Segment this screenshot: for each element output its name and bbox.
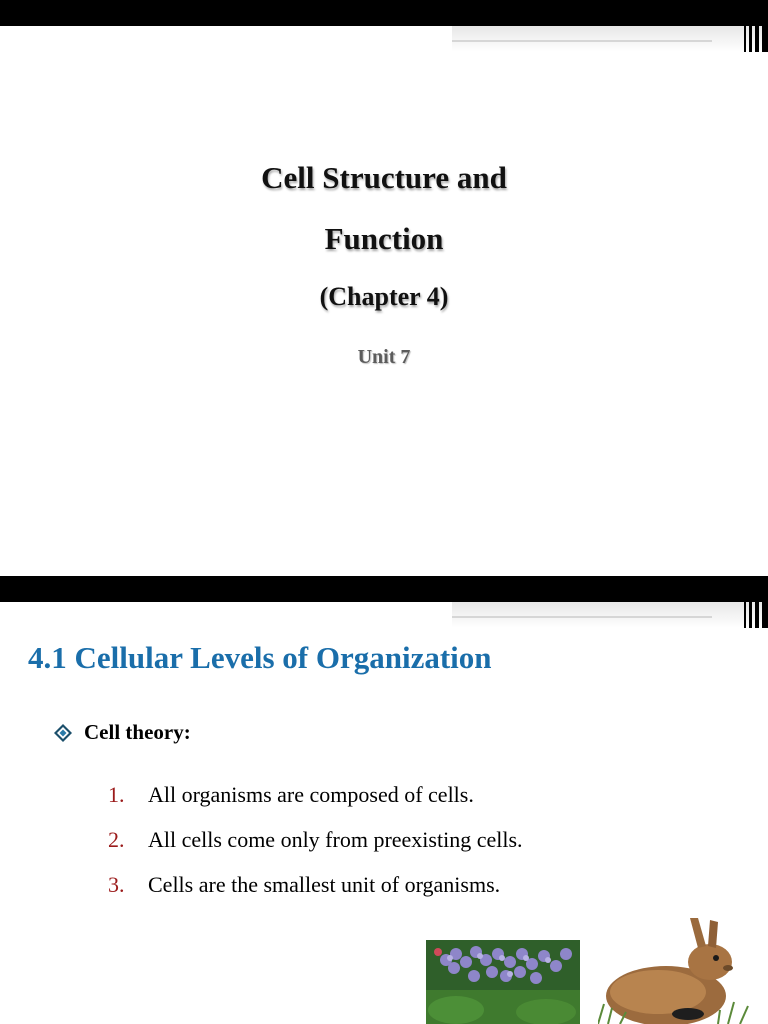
header-stripes — [740, 0, 768, 52]
bullet-cell-theory — [54, 720, 191, 745]
list-item — [108, 827, 523, 872]
list-number: 3. — [108, 872, 125, 897]
slide-title-line2: Function — [324, 221, 444, 256]
cell-theory-list — [108, 782, 523, 917]
list-item — [108, 872, 523, 917]
slide-chapter: (Chapter 4) — [319, 282, 449, 311]
slide-unit: Unit 7 — [357, 346, 411, 368]
list-number: 1. — [108, 782, 125, 807]
list-text: All organisms are composed of cells. — [148, 782, 474, 807]
rabbit-image — [598, 916, 756, 1024]
header-stripes — [740, 576, 768, 628]
diamond-bullet-icon — [54, 724, 72, 742]
content-slide — [0, 576, 768, 1024]
lilac-flowers-image — [426, 940, 580, 1024]
section-heading: 4.1 Cellular Levels of Organization — [28, 640, 492, 675]
header-shade — [452, 26, 768, 52]
list-number: 2. — [108, 827, 125, 852]
header-shade — [452, 602, 768, 628]
bullet-label: Cell theory: — [84, 720, 191, 744]
slide-title-line1: Cell Structure and — [261, 160, 507, 195]
header-shade-line — [452, 616, 712, 618]
header-bar — [0, 0, 768, 26]
header-shade-line — [452, 40, 712, 42]
header-bar — [0, 576, 768, 602]
list-text: All cells come only from preexisting cells. — [148, 827, 523, 852]
list-item — [108, 782, 523, 827]
list-text: Cells are the smallest unit of organisms. — [148, 872, 501, 897]
